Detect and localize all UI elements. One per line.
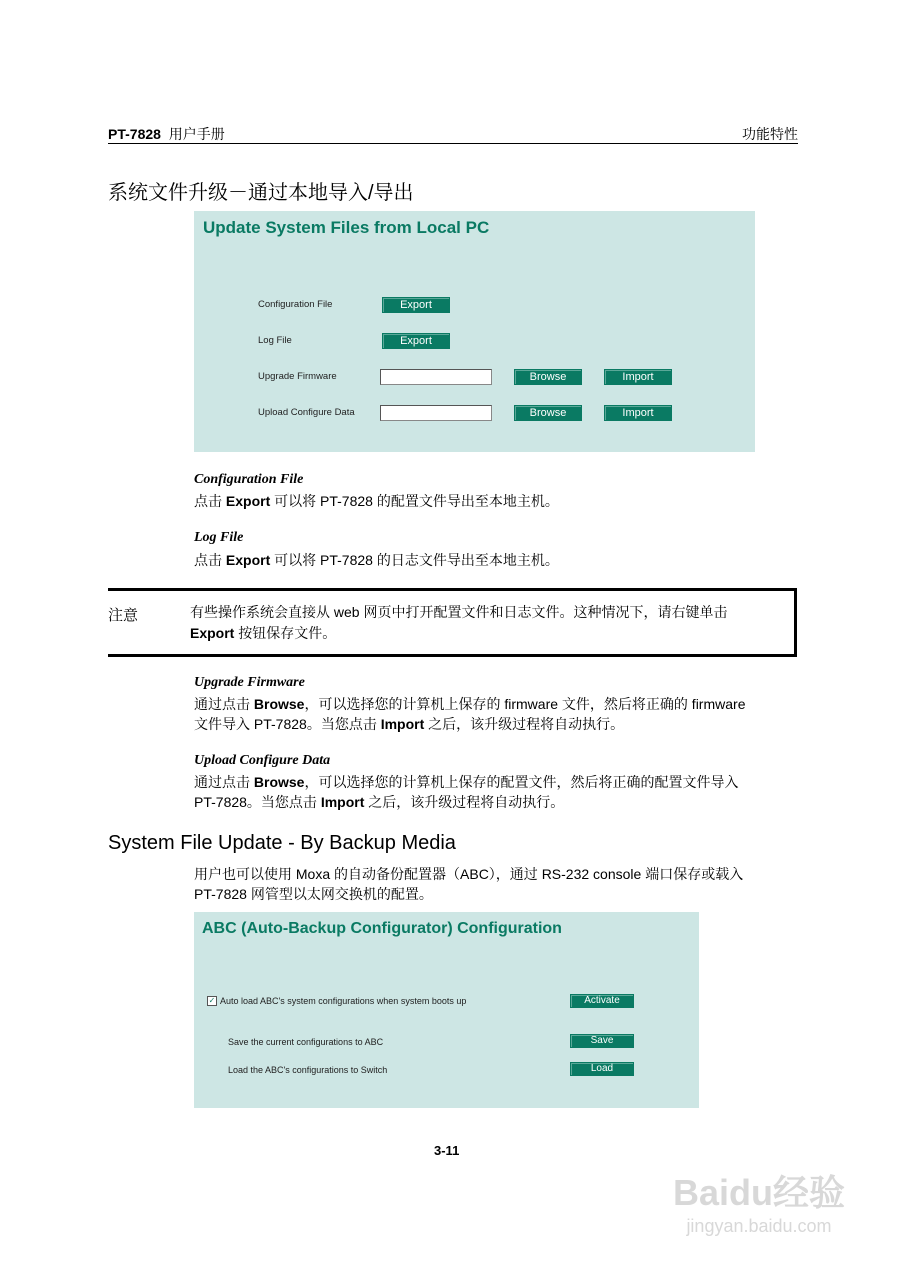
- text-span: 可以将 PT-7828 的配置文件导出至本地主机。: [270, 493, 559, 509]
- text-line: [194, 772, 804, 792]
- config-file-label: Configuration File: [258, 299, 333, 310]
- text-span: 之后，该升级过程将自动执行。: [424, 716, 625, 732]
- save-config-label: Save the current configurations to ABC: [228, 1037, 384, 1047]
- note-label: 注意: [108, 607, 139, 624]
- text-span: 点击: [194, 493, 226, 509]
- auto-load-checkbox[interactable]: ✓: [208, 996, 216, 1005]
- activate-button[interactable]: Activate: [570, 994, 634, 1008]
- text-bold: Browse: [253, 696, 305, 712]
- panel2-title: ABC (Auto-Backup Configurator) Configuration: [202, 920, 562, 937]
- text-span: 通过点击: [194, 696, 254, 712]
- config-file-subtitle: Configuration File: [194, 472, 304, 487]
- text-bold: Export: [225, 493, 271, 509]
- upgrade-firmware-desc: [194, 694, 804, 734]
- text-line: [194, 694, 804, 714]
- section1-title: 系统文件升级－通过本地导入/导出: [108, 182, 414, 204]
- text-span: 文件导入 PT-7828。当您点击: [194, 716, 381, 732]
- config-export-button[interactable]: Export: [382, 297, 450, 313]
- header-model: PT-7828: [108, 126, 161, 142]
- log-file-subtitle: Log File: [194, 530, 244, 545]
- text-span: 通过点击: [194, 774, 254, 790]
- watermark-url: jingyan.baidu.com: [686, 1216, 832, 1236]
- text-span: ，可以选择您的计算机上保存的 firmware 文件，然后将正确的 firmware: [304, 696, 746, 712]
- text-span: 之后，该升级过程将自动执行。: [364, 794, 565, 810]
- note-line1: 有些操作系统会直接从 web 网页中打开配置文件和日志文件。这种情况下，请右键单击: [190, 604, 728, 620]
- log-file-label: Log File: [258, 335, 292, 346]
- config-file-desc: [194, 491, 559, 511]
- auto-load-label: Auto load ABC's system configurations when system boots up: [220, 996, 467, 1006]
- text-bold: Export: [190, 625, 235, 641]
- log-export-button[interactable]: Export: [382, 333, 450, 349]
- firmware-browse-button[interactable]: Browse: [514, 369, 582, 385]
- text-line: PT-7828 网管型以太网交换机的配置。: [194, 886, 433, 902]
- text-line: [194, 714, 804, 734]
- abc-config-panel: [194, 912, 699, 1108]
- config-import-button[interactable]: Import: [604, 405, 672, 421]
- baidu-watermark: [673, 1165, 845, 1237]
- firmware-import-button[interactable]: Import: [604, 369, 672, 385]
- section2-intro: [194, 864, 804, 904]
- upload-config-desc: [194, 772, 804, 812]
- load-button[interactable]: Load: [570, 1062, 634, 1076]
- panel1-title: Update System Files from Local PC: [203, 218, 490, 237]
- text-bold: Import: [380, 716, 425, 732]
- note-line2: [190, 623, 790, 644]
- header-manual: 用户手册: [168, 126, 225, 142]
- config-browse-button[interactable]: Browse: [514, 405, 582, 421]
- note-text: [190, 602, 790, 644]
- text-span: ，可以选择您的计算机上保存的配置文件，然后将正确的配置文件导入: [304, 774, 739, 790]
- upload-config-label: Upload Configure Data: [258, 407, 355, 418]
- text-span: 按钮保存文件。: [234, 625, 337, 641]
- upgrade-firmware-label: Upgrade Firmware: [258, 371, 337, 382]
- watermark-brand: Baidu经验: [672, 1172, 845, 1213]
- page-number: 3-11: [434, 1143, 460, 1158]
- text-bold: Browse: [253, 774, 305, 790]
- text-line: 用户也可以使用 Moxa 的自动备份配置器（ABC），通过 RS-232 console 端口保存或载入: [194, 866, 744, 882]
- log-file-desc: [194, 550, 559, 570]
- header-left: [108, 124, 225, 144]
- text-span: PT-7828。当您点击: [194, 794, 321, 810]
- text-span: 可以将 PT-7828 的日志文件导出至本地主机。: [270, 552, 559, 568]
- save-button[interactable]: Save: [570, 1034, 634, 1048]
- text-bold: Export: [225, 552, 271, 568]
- text-line: [194, 792, 804, 812]
- upload-config-subtitle: Upload Configure Data: [194, 753, 331, 768]
- update-files-panel: [194, 211, 755, 452]
- load-config-label: Load the ABC's configurations to Switch: [228, 1065, 388, 1075]
- header-section: 功能特性: [742, 126, 798, 142]
- text-bold: Import: [320, 794, 365, 810]
- section2-title: System File Update - By Backup Media: [108, 832, 456, 854]
- firmware-file-input[interactable]: [380, 369, 492, 385]
- text-span: 点击: [194, 552, 226, 568]
- config-data-file-input[interactable]: [380, 405, 492, 421]
- header-rule: [108, 143, 798, 144]
- upgrade-firmware-subtitle: Upgrade Firmware: [194, 675, 305, 690]
